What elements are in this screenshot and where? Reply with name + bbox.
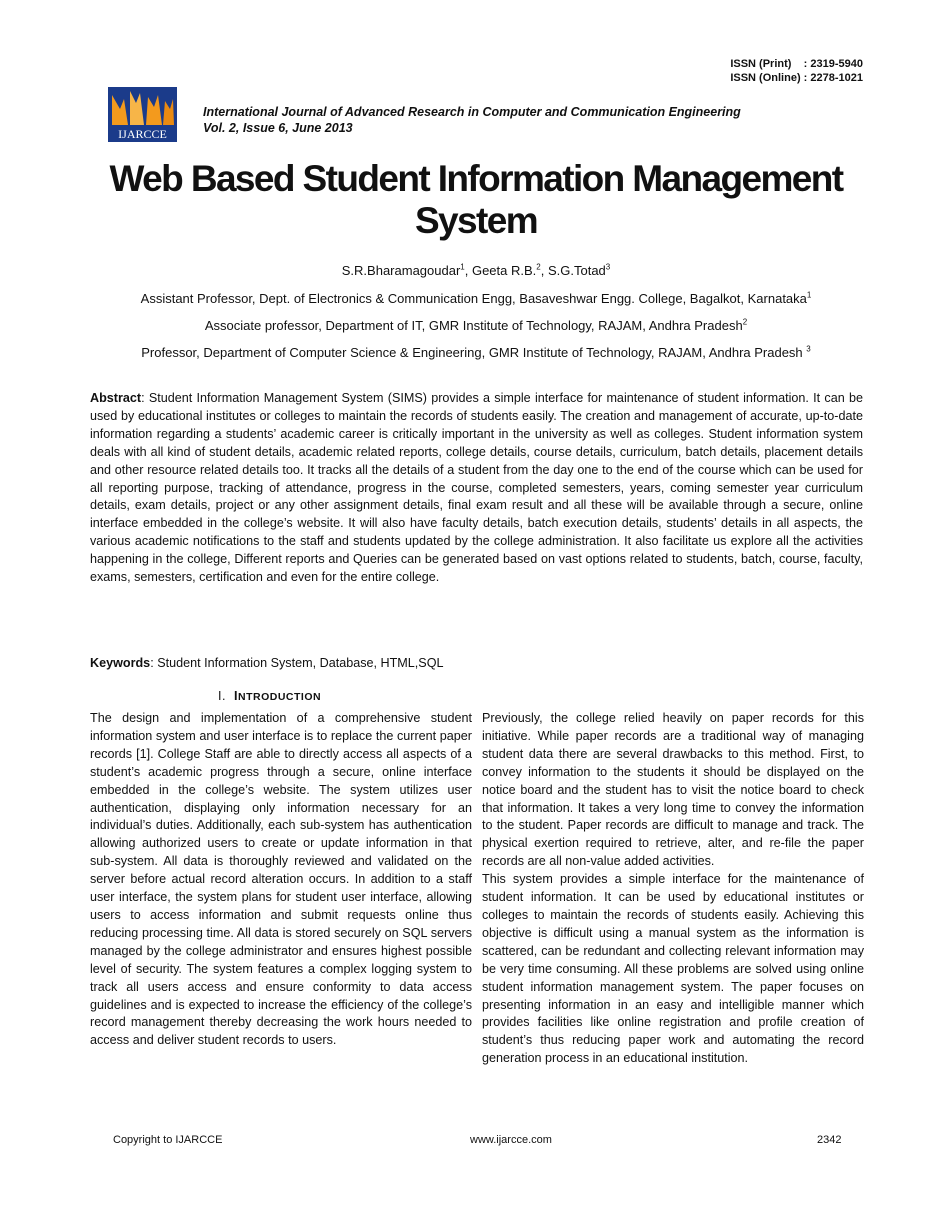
issn-online: ISSN (Online) : 2278-1021 bbox=[730, 72, 863, 84]
abstract-label: Abstract bbox=[90, 391, 142, 405]
author-2: Geeta R.B. bbox=[471, 263, 537, 278]
journal-volume: Vol. 2, Issue 6, June 2013 bbox=[203, 121, 353, 135]
footer-url[interactable]: www.ijarcce.com bbox=[470, 1134, 552, 1146]
section-heading-introduction: I. INTRODUCTION bbox=[218, 689, 322, 703]
issn-block bbox=[730, 57, 863, 85]
issn-print: ISSN (Print) : 2319-5940 bbox=[730, 58, 863, 70]
paper-title: Web Based Student Information Management System bbox=[109, 158, 843, 241]
author-line: S.R.Bharamagoudar$^1$, Geeta R.B.$^2$, S.G.Totad$^3$ bbox=[341, 262, 611, 278]
abstract-text: : Student Information Management System (SIMS) provides a simple interface for maintenance of student information. It can be used by educational institutes or colleges to maintain the records of students easily. The creation and management of accurate, up-to-date information regarding a students’ academic career is critically important in the university as well as colleges. Student information system deals with all kind of student details, academic related reports, college details, course details, curriculum, batch details, placement details and other resource related details too. It tracks all the details of a student from the day one to the end of the course which can be used for all reporting purpose, tracking of attendance, progress in the course, completed semesters, years, coming semester year curriculum details, exam details, project or any other assignment details, final exam result and all these will be available through a secure, online interface embedded in the college’s website. It will also have faculty details, batch execution details, students’ details in all aspects, the various academic notifications to the staff and students updated by the college administration. It also facilitate us explore all the activities happening in the college, Different reports and Queries can be generated based on vast options related to students, batch, course, faculty, exams, semesters, certification and even for the entire college. bbox=[90, 391, 863, 585]
abstract bbox=[90, 390, 863, 587]
paragraph: Previously, the college relied heavily on paper records for this initiative. While paper records are a traditional way of managing student data there are several drawbacks to this method. First, to convey information to the students it should be displayed on the notice board and the student has to visit the notice board to check that information. It takes a very long time to convey the information to the student. Paper records are difficult to manage and track. The physical exertion required to retrieve, alter, and re-file the paper records are all non-value added activities. bbox=[482, 711, 864, 869]
keywords-label: Keywords bbox=[90, 656, 151, 670]
column-left bbox=[90, 710, 472, 1050]
affiliation-3: Professor, Department of Computer Science & Engineering, GMR Institute of Technology, RAJAM, Andhra Pradesh $^3$ bbox=[141, 344, 811, 360]
journal-name: International Journal of Advanced Research in Computer and Communication Engineering bbox=[203, 105, 741, 119]
author-1: S.R.Bharamagoudar bbox=[341, 263, 461, 278]
logo-text: IJARCCE bbox=[118, 127, 167, 141]
paragraph: The design and implementation of a comprehensive student information system and user interface is to replace the current paper records [1]. College Staff are able to directly access all aspects of a student’s academic progress through a secure, online interface embedded in the college’s website. The system utilizes user authentication, displaying only information necessary for an individual’s duties. Additionally, each sub-system has authentication allowing authorized users to create or update information in that sub-system. All data is thoroughly reviewed and validated on the server before actual record alteration occurs. In addition to a staff user interface, the system plans for student user interface, allowing users to access information and submit requests online thus reducing processing time. All data is stored securely on SQL servers managed by the college administrator and ensures highest possible level of security. The system features a complex logging system to track all users access and ensure conformity to data access guidelines and is expected to increase the efficiency of the college’s record management thereby decreasing the work hours needed to access and deliver student records to users. bbox=[90, 711, 472, 1048]
journal-logo bbox=[108, 87, 177, 142]
author-3: S.G.Totad bbox=[547, 263, 606, 278]
footer-copyright: Copyright to IJARCCE bbox=[113, 1134, 223, 1146]
affiliation-2: Associate professor, Department of IT, GMR Institute of Technology, RAJAM, Andhra Pradesh$^2$ bbox=[204, 317, 748, 333]
paragraph: This system provides a simple interface for the maintenance of student information. It can be used by educational institutes or colleges to maintain the records of students easily. Achieving this objective is difficult using a manual system as the information is scattered, can be redundant and collecting relevant information may be very time consuming. All these problems are solved using online student information management system. The paper focuses on presenting information in an easy and intelligible manner which provides facilities like online registration and profile creation of student’s thus reducing paper work and automating the record generation process in an educational institution. bbox=[482, 872, 864, 1066]
page-number: 2342 bbox=[817, 1134, 842, 1146]
keywords-text: : Student Information System, Database, HTML,SQL bbox=[150, 656, 444, 670]
affiliation-1: Assistant Professor, Dept. of Electronics & Communication Engg, Basaveshwar Engg. College, Bagalkot, Karnataka$^1$ bbox=[140, 290, 812, 306]
column-right bbox=[482, 710, 864, 1068]
journal-header bbox=[203, 104, 741, 136]
keywords bbox=[90, 656, 444, 670]
